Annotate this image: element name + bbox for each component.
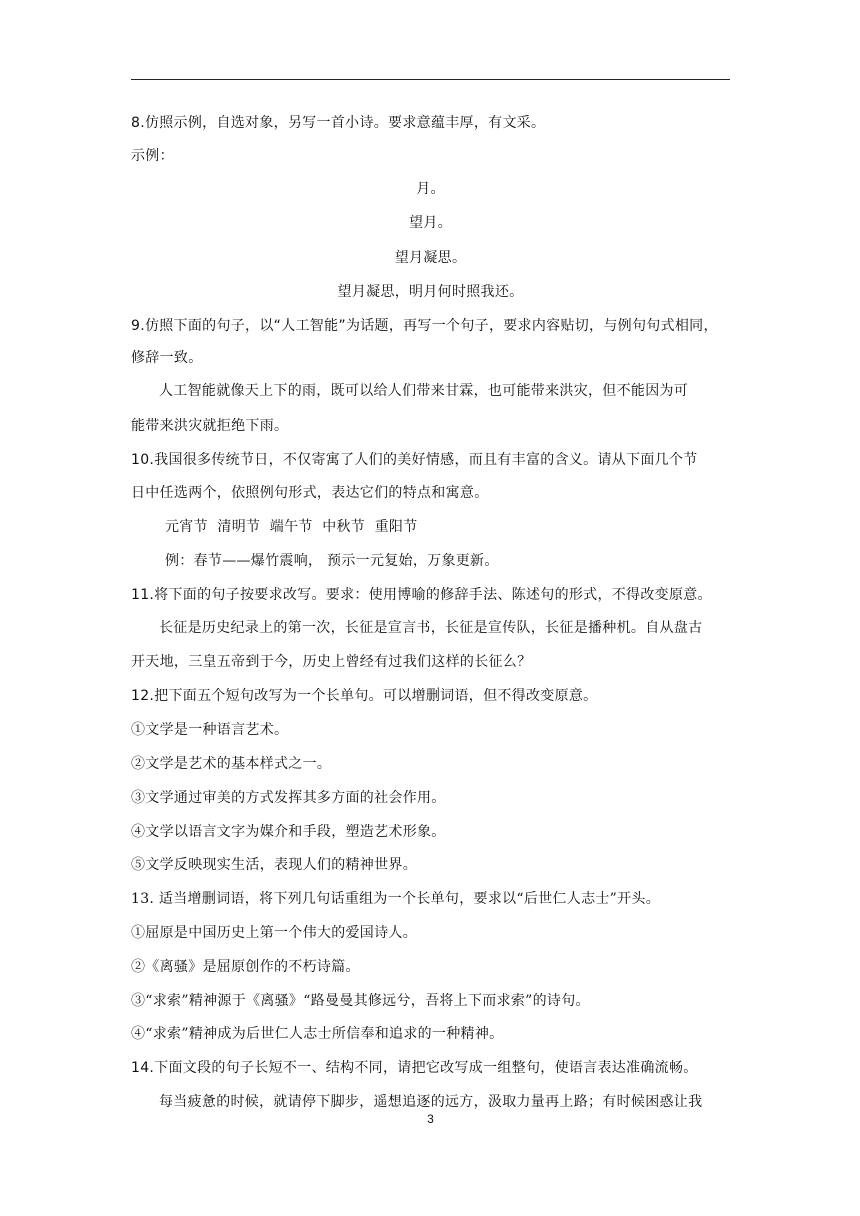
q11-prompt: 11.将下面的句子按要求改写。要求：使用博喻的修辞手法、陈述句的形式，不得改变原意。 <box>131 587 712 603</box>
q8-prompt: 8.仿照示例，自选对象，另写一首小诗。要求意蕴丰厚，有文采。 <box>131 115 546 131</box>
q8-example-label: 示例： <box>131 148 174 164</box>
q13-item-1: ①屈原是中国历史上第一个伟大的爱国诗人。 <box>131 925 417 941</box>
q9-prompt-line2: 修辞一致。 <box>131 350 203 366</box>
q10-festivals: 元宵节 清明节 端午节 中秋节 重阳节 <box>165 519 418 535</box>
q9-example-line2: 能带来洪灾就拒绝下雨。 <box>131 418 289 434</box>
q10-example: 例：春节——爆竹震响， 预示一元复始，万象更新。 <box>165 553 499 569</box>
q9-example-line1: 人工智能就像天上下的雨，既可以给人们带来甘霖，也可能带来洪灾，但不能因为可 <box>159 383 689 399</box>
poem-line-3: 望月凝思。 <box>394 250 467 266</box>
q14-text-line1: 每当疲惫的时候，就请停下脚步，遥想追逐的远方，汲取力量再上路；有时候困惑让我 <box>159 1094 703 1110</box>
q11-text-line2: 开天地，三皇五帝到于今，历史上曾经有过我们这样的长征么？ <box>131 654 532 670</box>
q12-item-3: ③文学通过审美的方式发挥其多方面的社会作用。 <box>131 790 446 806</box>
q13-prompt: 13. 适当增删词语，将下列几句话重组为一个长单句，要求以“后世仁人志士”开头。 <box>131 891 661 907</box>
q10-prompt-line1: 10.我国很多传统节日，不仅寄寓了人们的美好情感，而且有丰富的含义。请从下面几个节 <box>131 452 698 468</box>
q12-item-2: ②文学是艺术的基本样式之一。 <box>131 756 332 772</box>
page-number: 3 <box>427 1112 434 1126</box>
q9-prompt-line1: 9.仿照下面的句子，以“人工智能”为话题，再写一个句子，要求内容贴切，与例句句式相同， <box>131 318 718 334</box>
q11-text-line1: 长征是历史纪录上的第一次，长征是宣言书，长征是宣传队，长征是播种机。自从盘古 <box>159 620 703 636</box>
q10-prompt-line2: 日中任选两个，依照例句形式，表达它们的特点和寓意。 <box>131 485 489 501</box>
poem-line-1: 月。 <box>416 181 445 197</box>
q13-item-4: ④“求索”精神成为后世仁人志士所信奉和追求的一种精神。 <box>131 1026 504 1042</box>
q12-prompt: 12.把下面五个短句改写为一个长单句。可以增删词语，但不得改变原意。 <box>131 688 598 704</box>
q13-item-3: ③“求索”精神源于《离骚》“路曼曼其修远兮，吾将上下而求索”的诗句。 <box>131 993 590 1009</box>
q12-item-5: ⑤文学反映现实生活，表现人们的精神世界。 <box>131 857 417 873</box>
q13-item-2: ②《离骚》是屈原创作的不朽诗篇。 <box>131 959 360 975</box>
q14-prompt: 14.下面文段的句子长短不一、结构不同，请把它改写成一组整句，使语言表达准确流畅。 <box>131 1060 698 1076</box>
q12-item-1: ①文学是一种语言艺术。 <box>131 722 289 738</box>
q12-item-4: ④文学以语言文字为媒介和手段，塑造艺术形象。 <box>131 824 446 840</box>
header-rule <box>131 79 730 80</box>
poem-line-4: 望月凝思，明月何时照我还。 <box>337 284 524 300</box>
poem-line-2: 望月。 <box>409 215 452 231</box>
